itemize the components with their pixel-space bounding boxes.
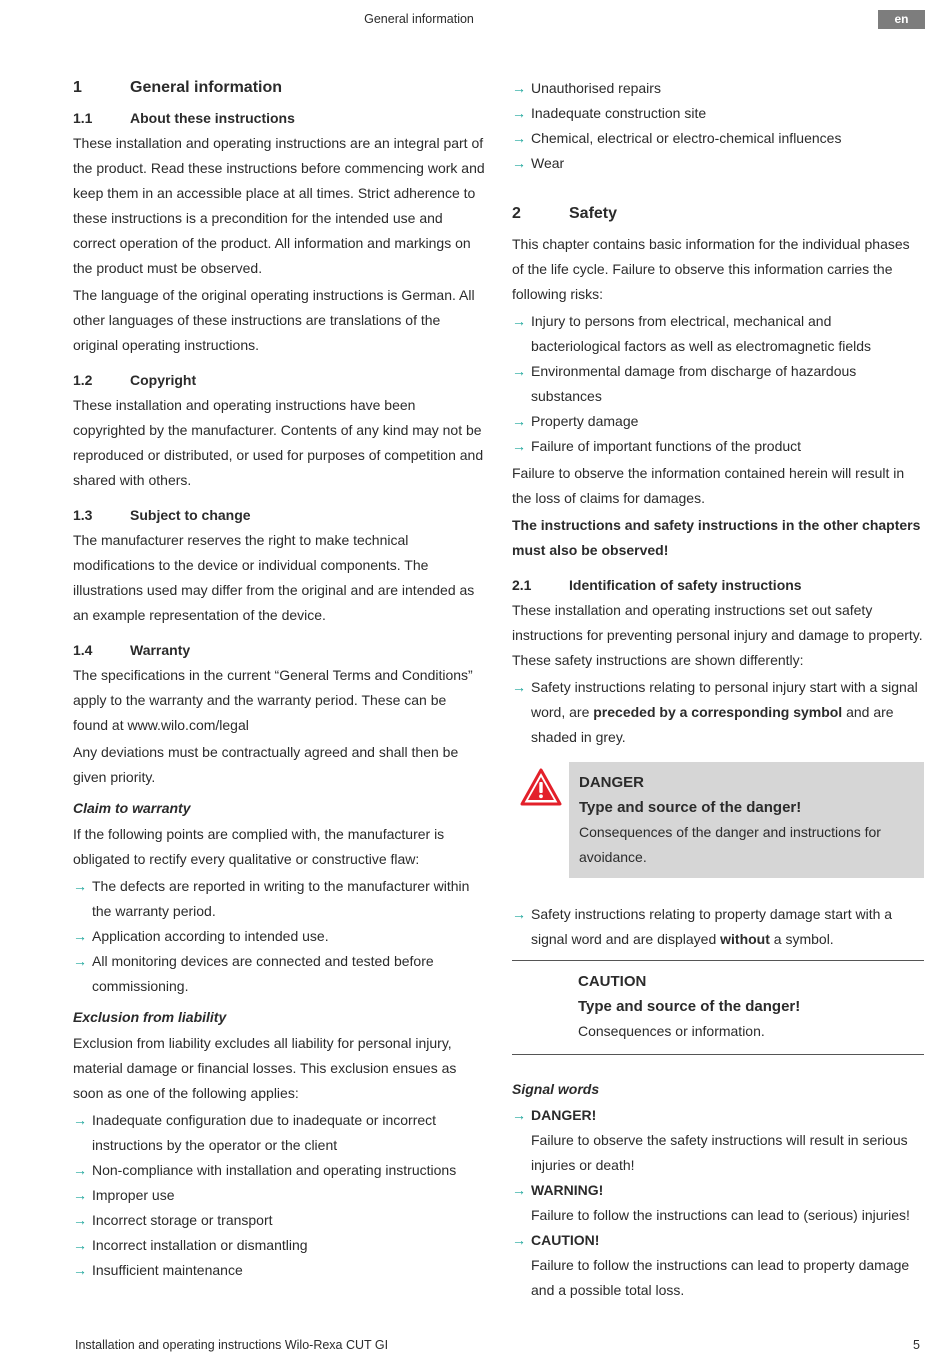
subsection-heading: [73, 503, 485, 527]
paragraph: These installation and operating instructions set out safety instructions for preventing personal injury and damage to property. These safety instructions are shown differently:: [512, 602, 923, 668]
list-item: → All monitoring devices are connected and tested before commissioning.: [73, 949, 485, 999]
arrow-right-icon: →: [512, 155, 526, 171]
subsection-heading: [73, 106, 485, 130]
danger-box: [512, 762, 924, 878]
identification-list-2: [512, 902, 924, 952]
paragraph: The language of the original operating instructions is German. All other languages of these instructions are translations of the original operating instructions.: [73, 287, 475, 353]
arrow-right-icon: →: [73, 1212, 87, 1228]
paragraph: Exclusion from liability excludes all liability for personal injury, material damage or financial losses. This exclusion ensues as soon as one of the following applies:: [73, 1035, 457, 1101]
arrow-right-icon: →: [512, 413, 526, 429]
arrow-right-icon: →: [73, 1237, 87, 1253]
arrow-right-icon: →: [73, 1112, 87, 1128]
list-item: → Insufficient maintenance: [73, 1258, 485, 1283]
section-title: General information: [130, 79, 283, 96]
arrow-right-icon: →: [512, 313, 526, 329]
risk-list: [512, 309, 924, 459]
danger-title: Type and source of the danger!: [579, 799, 802, 816]
paragraph: These installation and operating instructions have been copyrighted by the manufacturer. Contents of any kind may not be reproduced or distributed, or used for purposes of competition and shared with others.: [73, 397, 484, 488]
list-item: → Unauthorised repairs: [512, 76, 924, 101]
subsection-heading: [512, 573, 924, 597]
section-title: Safety: [569, 205, 618, 222]
claim-list: [73, 874, 485, 999]
list-item: → CAUTION! Failure to follow the instructions can lead to property damage and a possible total loss.: [512, 1228, 924, 1303]
arrow-right-icon: →: [512, 105, 526, 121]
section-number: 1: [73, 79, 82, 96]
signal-words-heading: Signal words: [512, 1081, 600, 1097]
exclusion-list-continued: [512, 76, 924, 176]
subsection-title: Copyright: [130, 372, 197, 388]
arrow-right-icon: →: [73, 878, 87, 894]
caution-title: Type and source of the danger!: [578, 998, 801, 1015]
caution-box: [512, 960, 924, 1055]
list-item: → Wear: [512, 151, 924, 176]
arrow-right-icon: →: [73, 953, 87, 969]
arrow-right-icon: →: [73, 928, 87, 944]
section-heading: [73, 76, 485, 100]
subsection-title: About these instructions: [130, 110, 295, 126]
list-item: → Non-compliance with installation and operating instructions: [73, 1158, 485, 1183]
arrow-right-icon: →: [512, 130, 526, 146]
arrow-right-icon: →: [512, 363, 526, 379]
subsection-title: Identification of safety instructions: [569, 577, 802, 593]
signal-words-list: [512, 1103, 924, 1303]
subsection-heading: [73, 368, 485, 392]
footer-document-title: Installation and operating instructions Wilo-Rexa CUT GI: [75, 1338, 389, 1352]
subsection-title: Warranty: [130, 642, 191, 658]
signal-word: CAUTION: [578, 973, 647, 990]
right-column: [512, 76, 924, 1305]
list-item: → Chemical, electrical or electro-chemical influences: [512, 126, 924, 151]
list-item: → Application according to intended use.: [73, 924, 485, 949]
list-item: → Incorrect installation or dismantling: [73, 1233, 485, 1258]
subsection-number: 1.3: [73, 507, 93, 523]
subsection-number: 1.4: [73, 642, 93, 658]
bold-notice: The instructions and safety instructions in the other chapters must also be observed!: [512, 517, 921, 558]
list-item: → The defects are reported in writing to the manufacturer within the warranty period.: [73, 874, 485, 924]
subsection-number: 1.1: [73, 110, 93, 126]
arrow-right-icon: →: [73, 1187, 87, 1203]
arrow-right-icon: →: [512, 1182, 526, 1198]
subsection-number: 1.2: [73, 372, 93, 388]
running-header: General information: [364, 12, 474, 26]
arrow-right-icon: →: [512, 438, 526, 454]
arrow-right-icon: →: [512, 80, 526, 96]
caution-text: Consequences or information.: [578, 1023, 765, 1039]
paragraph: These installation and operating instructions are an integral part of the product. Read these instructions before commencing work and keep them in an accessible place at all times. Strict adherence to these instructions is a precondition for the intended use and correct operation of the product. All information and markings on the product must be observed.: [73, 135, 485, 276]
exclusion-heading: Exclusion from liability: [73, 1009, 227, 1025]
subsection-number: 2.1: [512, 577, 532, 593]
list-item: → Property damage: [512, 409, 924, 434]
subsection-title: Subject to change: [130, 507, 251, 523]
warning-triangle-icon: [520, 768, 562, 806]
arrow-right-icon: →: [73, 1162, 87, 1178]
list-item: → Incorrect storage or transport: [73, 1208, 485, 1233]
list-item: → Inadequate configuration due to inadequate or incorrect instructions by the operator or the client: [73, 1108, 485, 1158]
language-badge: en: [878, 10, 925, 29]
list-item: → DANGER! Failure to observe the safety instructions will result in serious injuries or death!: [512, 1103, 924, 1178]
danger-panel: [569, 762, 924, 878]
list-item: → Improper use: [73, 1183, 485, 1208]
paragraph: The manufacturer reserves the right to make technical modifications to the device or individual components. The illustrations used may differ from the original and are intended as an example representation of the device.: [73, 532, 475, 623]
subsection-heading: [73, 638, 485, 662]
list-item: → Safety instructions relating to property damage start with a signal word and are displayed without a symbol.: [512, 902, 924, 952]
paragraph: If the following points are complied with, the manufacturer is obligated to rectify every qualitative or constructive flaw:: [73, 826, 445, 867]
list-item: → WARNING! Failure to follow the instructions can lead to (serious) injuries!: [512, 1178, 924, 1228]
paragraph: This chapter contains basic information for the individual phases of the life cycle. Failure to observe this information carries the following risks:: [512, 236, 910, 302]
list-item: → Failure of important functions of the product: [512, 434, 924, 459]
list-item: → Environmental damage from discharge of hazardous substances: [512, 359, 924, 409]
paragraph: Any deviations must be contractually agreed and shall then be given priority.: [73, 744, 459, 785]
arrow-right-icon: →: [512, 679, 526, 695]
left-column: [73, 76, 485, 1285]
exclusion-list: [73, 1108, 485, 1283]
signal-word: DANGER: [579, 774, 645, 791]
identification-list: [512, 675, 924, 750]
arrow-right-icon: →: [73, 1262, 87, 1278]
danger-text: Consequences of the danger and instructions for avoidance.: [579, 824, 881, 865]
section-heading: [512, 202, 924, 226]
arrow-right-icon: →: [512, 906, 526, 922]
list-item: → Inadequate construction site: [512, 101, 924, 126]
section-number: 2: [512, 205, 521, 222]
paragraph: Failure to observe the information contained herein will result in the loss of claims for damages.: [512, 465, 905, 506]
claim-heading: Claim to warranty: [73, 800, 191, 816]
arrow-right-icon: →: [512, 1107, 526, 1123]
list-item: → Injury to persons from electrical, mechanical and bacteriological factors as well as electromagnetic fields: [512, 309, 924, 359]
arrow-right-icon: →: [512, 1232, 526, 1248]
list-item: → Safety instructions relating to personal injury start with a signal word, are preceded by a corresponding symbol and are shaded in grey.: [512, 675, 924, 750]
paragraph: The specifications in the current “General Terms and Conditions” apply to the warranty and the warranty period. These can be found at www.wilo.com/legal: [73, 667, 473, 733]
page-number: 5: [913, 1338, 920, 1352]
